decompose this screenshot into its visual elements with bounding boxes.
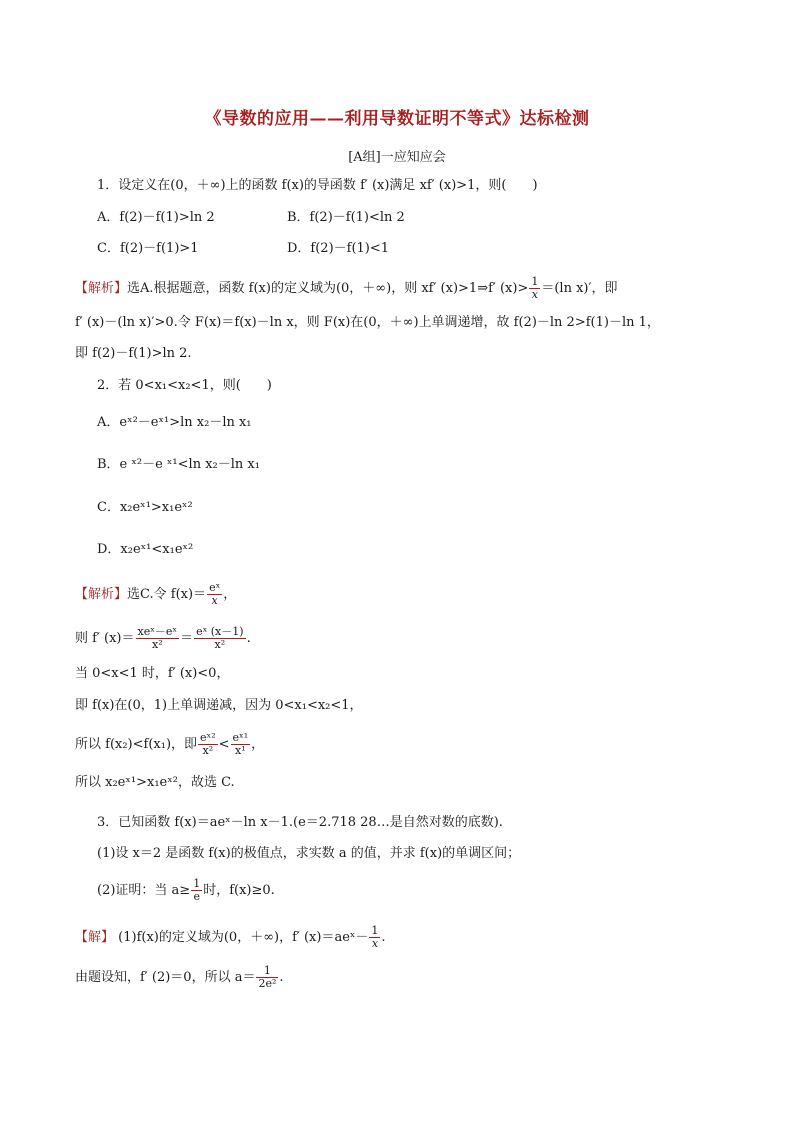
- q2-option-b: B．e ˣ²－e ˣ¹<ln x₂－ln x₁: [97, 457, 260, 472]
- fraction: $\frac{1}{x}$: [531, 275, 539, 301]
- doc-subtitle: [A组]一应知应会: [348, 150, 446, 165]
- q2-option-d: D．x₂eˣ¹<x₁eˣ²: [97, 542, 194, 557]
- q1-solution-line3: 即 f(2)－f(1)>ln 2.: [75, 346, 192, 361]
- q3-part2: (2)证明：当 a≥ $\frac{1}{e}$ 时，f(x)≥0.: [97, 877, 275, 903]
- q1-stem: 1．设定义在(0，＋∞)上的函数 f(x)的导函数 f′ (x)满足 xf′ (x)>1，则( ): [97, 178, 538, 193]
- q2-solution-line1: 【解析】选C.令 f(x)＝ $\frac{\text{eˣ}}{x}$ ，: [75, 581, 237, 607]
- fraction: $\frac{\text{xeˣ－eˣ}}{\text{x²}}$: [137, 625, 178, 651]
- q3-solution-tag: 【解】: [75, 930, 115, 945]
- q2-solution-line4: 即 f(x)在(0，1)上单调递减，因为 0<x₁<x₂<1，: [75, 698, 363, 713]
- q2-solution-line3: 当 0<x<1 时，f′ (x)<0，: [75, 666, 230, 681]
- q1-option-a: A．f(2)－f(1)>ln 2: [97, 210, 215, 225]
- fraction: $\frac{1}{\text{2e²}}$: [258, 964, 277, 990]
- fraction: $\frac{\text{eˣ (x－1)}}{\text{x²}}$: [196, 625, 244, 651]
- q2-stem: 2．若 0<x₁<x₂<1，则( ): [97, 378, 272, 393]
- fraction: $\frac{1}{e}$: [193, 877, 201, 903]
- doc-title: 《导数的应用——利用导数证明不等式》达标检测: [204, 109, 590, 129]
- q1-analysis-tag: 【解析】: [75, 281, 128, 296]
- fraction: $\frac{\text{eˣ¹}}{\text{x¹}}$: [232, 731, 249, 757]
- q3-solution-line2: 由题设知，f′ (2)＝0，所以 a＝ $\frac{1}{\text{2e²}}$ .: [75, 964, 284, 990]
- q1-solution-line1: 【解析】选A.根据题意，函数 f(x)的定义域为(0，＋∞)，则 xf′ (x)>1⇒f′ (x)> $\frac{1}{x}$ ＝(ln x)′，即: [75, 275, 618, 301]
- q1-option-b: B．f(2)－f(1)<ln 2: [287, 210, 405, 225]
- q3-part1: (1)设 x＝2 是函数 f(x)的极值点，求实数 a 的值，并求 f(x)的单调区间；: [97, 846, 521, 861]
- fraction: $\frac{\text{eˣ²}}{\text{x²}}$: [200, 731, 216, 757]
- q2-option-c: C．x₂eˣ¹>x₁eˣ²: [97, 500, 193, 515]
- q1-option-c: C．f(2)－f(1)>1: [97, 241, 199, 256]
- q1-option-d: D．f(2)－f(1)<1: [287, 241, 390, 256]
- q2-solution-line6: 所以 x₂eˣ¹>x₁eˣ²，故选 C.: [75, 775, 235, 790]
- q2-solution-line2: 则 f′ (x)＝ $\frac{\text{xeˣ－eˣ}}{\text{x²}}$ ＝ $\frac{\text{eˣ (x－1)}}{\text{x²}}$ .: [75, 625, 251, 651]
- q3-solution-line1: 【解】 (1)f(x)的定义域为(0，＋∞)，f′ (x)＝aeˣ－ $\frac{1}{x}$ .: [75, 924, 386, 950]
- q2-solution-line5: 所以 f(x₂)<f(x₁)，即 $\frac{\text{eˣ²}}{\text{x²}}$ < $\frac{\text{eˣ¹}}{\text{x¹}}$ ，: [75, 731, 265, 757]
- q2-option-a: A．eˣ²－eˣ¹>ln x₂－ln x₁: [97, 415, 252, 430]
- q3-stem: 3．已知函数 f(x)＝aeˣ－ln x－1.(e＝2.718 28…是自然对数的底数).: [97, 815, 503, 830]
- q1-solution-line2: f′ (x)－(ln x)′>0.令 F(x)＝f(x)－ln x，则 F(x)在(0，＋∞)上单调递增，故 f(2)－ln 2>f(1)－ln 1，: [75, 315, 660, 330]
- fraction: $\frac{\text{eˣ}}{x}$: [209, 581, 221, 607]
- fraction: $\frac{1}{x}$: [371, 924, 379, 950]
- q2-analysis-tag: 【解析】: [75, 587, 128, 602]
